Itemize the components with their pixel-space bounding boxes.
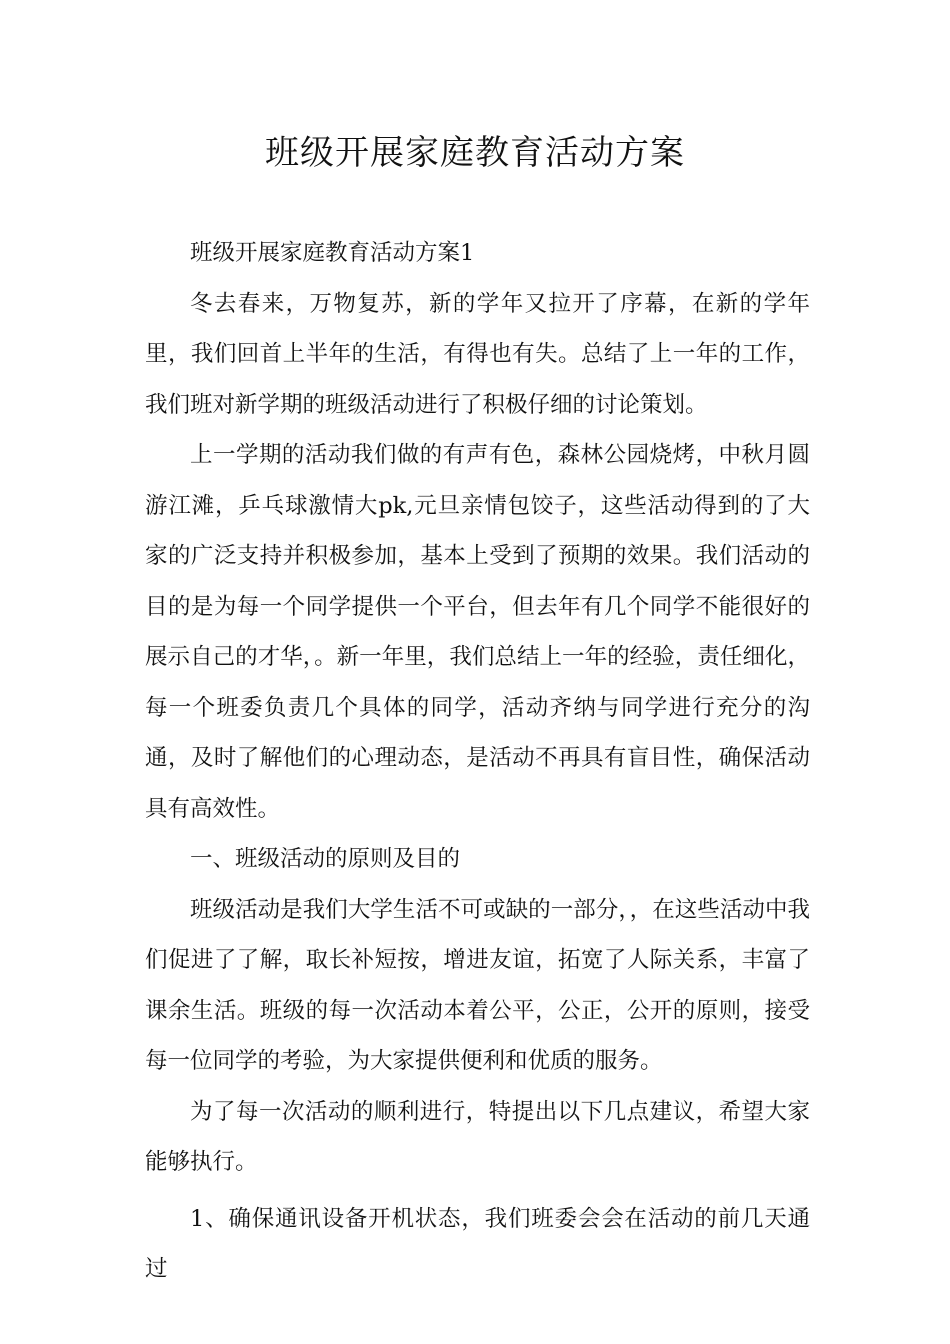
paragraph-suggestions: 为了每一次活动的顺利进行，特提出以下几点建议，希望大家能够执行。 [145,1098,810,1175]
paragraph-last-semester: 上一学期的活动我们做的有声有色，森林公园烧烤，中秋月圆游江滩，乒乓球激情大pk,元旦亲情包饺子，这些活动得到的了大家的广泛支持并积极参加，基本上受到了预期的效果。我们活动的目的是为每一个同学提供一个平台，但去年有几个同学不能很好的展示自己的才华，。新一年里，我们总结上一年的经验，责任细化，每一个班委负责几个具体的同学，活动齐纳与同学进行充分的沟通，及时了解他们的心理动态，是活动不再具有盲目性，确保活动具有高效性。 [145,442,810,822]
document-title: 班级开展家庭教育活动方案 [265,133,685,173]
paragraph-subtitle: 班级开展家庭教育活动方案1 [190,240,475,266]
paragraph-intro: 冬去春来，万物复苏，新的学年又拉开了序幕，在新的学年里，我们回首上半年的生活，有得也有失。总结了上一年的工作，我们班对新学期的班级活动进行了积极仔细的讨论策划。 [145,290,810,418]
list-item-1: 1、确保通讯设备开机状态，我们班委会会在活动的前几天通过 [145,1205,810,1282]
paragraph-activity-purpose: 班级活动是我们大学生活不可或缺的一部分，，在这些活动中我们促进了了解，取长补短按，增进友谊，拓宽了人际关系，丰富了课余生活。班级的每一次活动本着公平，公正，公开的原则，接受每一位同学的考验，为大家提供便利和优质的服务。 [145,896,810,1074]
section-heading-principles: 一、班级活动的原则及目的 [190,846,461,872]
document-body [145,228,810,1295]
